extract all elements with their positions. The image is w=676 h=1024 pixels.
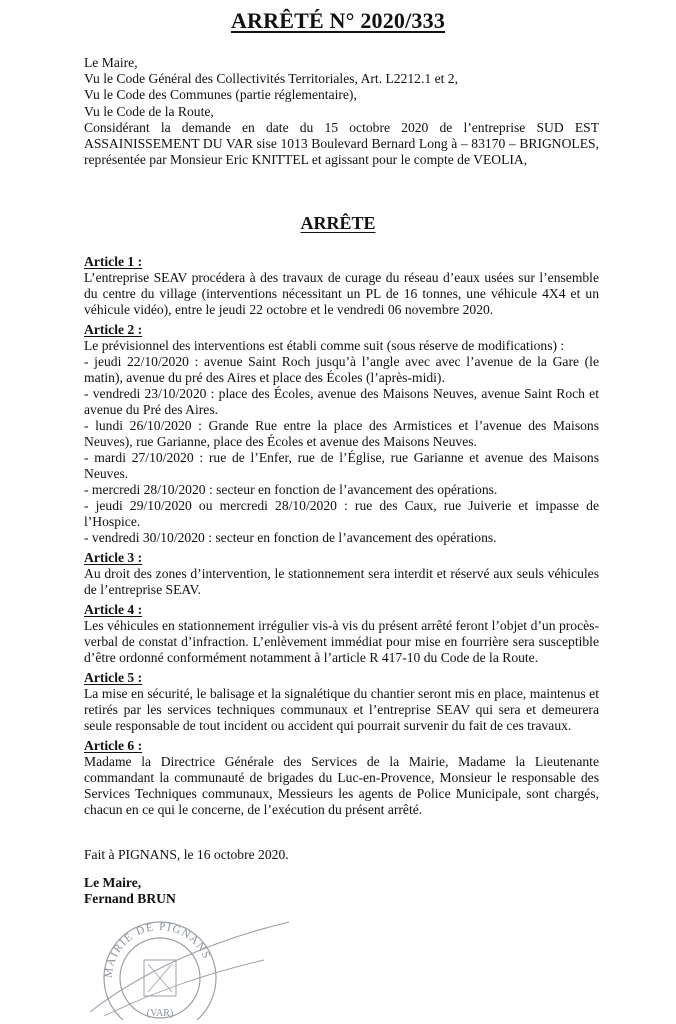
- preamble-line: Considérant la demande en date du 15 octobre 2020 de l’entreprise SUD EST ASSAINISSEMENT DU VAR sise 1013 Boulevard Bernard Long à – 83170 – BRIGNOLES, représentée par Monsieur Eric KNITTEL et agissant pour le compte de VEOLIA,: [84, 119, 599, 168]
- article-title: Article 1 :: [84, 254, 143, 269]
- article-title: Article 4 :: [84, 602, 143, 617]
- article-4: [84, 602, 599, 666]
- preamble-line: Le Maire,: [84, 55, 138, 70]
- preamble-line: Vu le Code des Communes (partie réglementaire),: [84, 87, 357, 103]
- article-text: L’entreprise SEAV procédera à des travaux de curage du réseau d’eaux usées sur l’ensemble du centre du village (interventions nécessitant un PL de 16 tonnes, une véhicule 4X4 et un véhicule vidéo), entre le jeudi 22 octobre et le vendredi 06 novembre 2020.: [84, 270, 599, 317]
- schedule-item: - jeudi 29/10/2020 ou mercredi 28/10/2020 : rue des Caux, rue Juiverie et impasse de l’Hospice.: [84, 498, 599, 529]
- schedule-item: - mardi 27/10/2020 : rue de l’Enfer, rue de l’Église, rue Garianne et avenue des Maisons Neuves.: [84, 450, 599, 481]
- stamp-text: MAIRIE DE PIGNANS: [102, 920, 213, 979]
- schedule-item: - vendredi 23/10/2020 : place des Écoles, avenue des Maisons Neuves, avenue Saint Roch et avenue du Pré des Aires.: [84, 386, 599, 417]
- article-title: Article 3 :: [84, 550, 143, 565]
- schedule-item: - mercredi 28/10/2020 : secteur en fonction de l’avancement des opérations.: [84, 482, 498, 497]
- decree-heading: ARRÊTE: [300, 213, 376, 233]
- article-title: Article 6 :: [84, 738, 143, 753]
- article-2: [84, 322, 599, 546]
- article-title: Article 5 :: [84, 670, 143, 685]
- signatory-name: Fernand BRUN: [84, 891, 176, 906]
- article-3: [84, 550, 599, 598]
- article-title: Article 2 :: [84, 322, 143, 337]
- article-text: Madame la Directrice Générale des Services de la Mairie, Madame la Lieutenante commandant la communauté de brigades du Luc-en-Provence, Monsieur le responsable des Services Techniques communaux, Messieurs les agents de Police Municipale, sont chargés, chacun en ce qui le concerne, de l’exécution du présent arrêté.: [84, 754, 599, 817]
- article-text: Les véhicules en stationnement irrégulier vis-à vis du présent arrêté feront l’objet d’un procès-verbal de constat d’infraction. L’enlèvement immédiat pour mise en fourrière sera susceptible d’être ordonné conformément notamment à l’article R 417-10 du Code de la Route.: [84, 618, 599, 665]
- preamble: [84, 55, 599, 168]
- articles-list: [84, 254, 599, 822]
- place-date-line: Fait à PIGNANS, le 16 octobre 2020.: [84, 847, 289, 862]
- stamp-subtext: (VAR): [146, 1008, 174, 1019]
- signatory-role: Le Maire,: [84, 875, 142, 890]
- preamble-line: Vu le Code de la Route,: [84, 103, 214, 119]
- article-6: [84, 738, 599, 818]
- article-5: [84, 670, 599, 734]
- article-text: La mise en sécurité, le balisage et la signalétique du chantier seront mis en place, maintenus et retirés par les services techniques communaux et l’entreprise SEAV qui sera et demeurera seule responsable de tout incident ou accident qui pourrait survenir du fait de ces travaux.: [84, 686, 599, 733]
- mayor-seal-stamp: [84, 900, 294, 1020]
- article-1: [84, 254, 599, 318]
- article-text: Le prévisionnel des interventions est établi comme suit (sous réserve de modifications) :: [84, 338, 565, 353]
- schedule-item: - lundi 26/10/2020 : Grande Rue entre la place des Armistices et l’avenue des Maisons Neuves), rue Garianne, place des Écoles et avenue des Maisons Neuves.: [84, 418, 599, 449]
- article-text: Au droit des zones d’intervention, le stationnement sera interdit et réservé aux seuls véhicules de l’entreprise SEAV.: [84, 566, 599, 597]
- schedule-item: - jeudi 22/10/2020 : avenue Saint Roch jusqu’à l’angle avec avec l’avenue de la Gare (le matin), avenue du pré des Aires et place des Écoles (l’après-midi).: [84, 354, 599, 385]
- schedule-item: - vendredi 30/10/2020 : secteur en fonction de l’avancement des opérations.: [84, 530, 497, 545]
- preamble-line: Vu le Code Général des Collectivités Territoriales, Art. L2212.1 et 2,: [84, 71, 458, 87]
- document-title: ARRÊTÉ N° 2020/333: [230, 8, 446, 33]
